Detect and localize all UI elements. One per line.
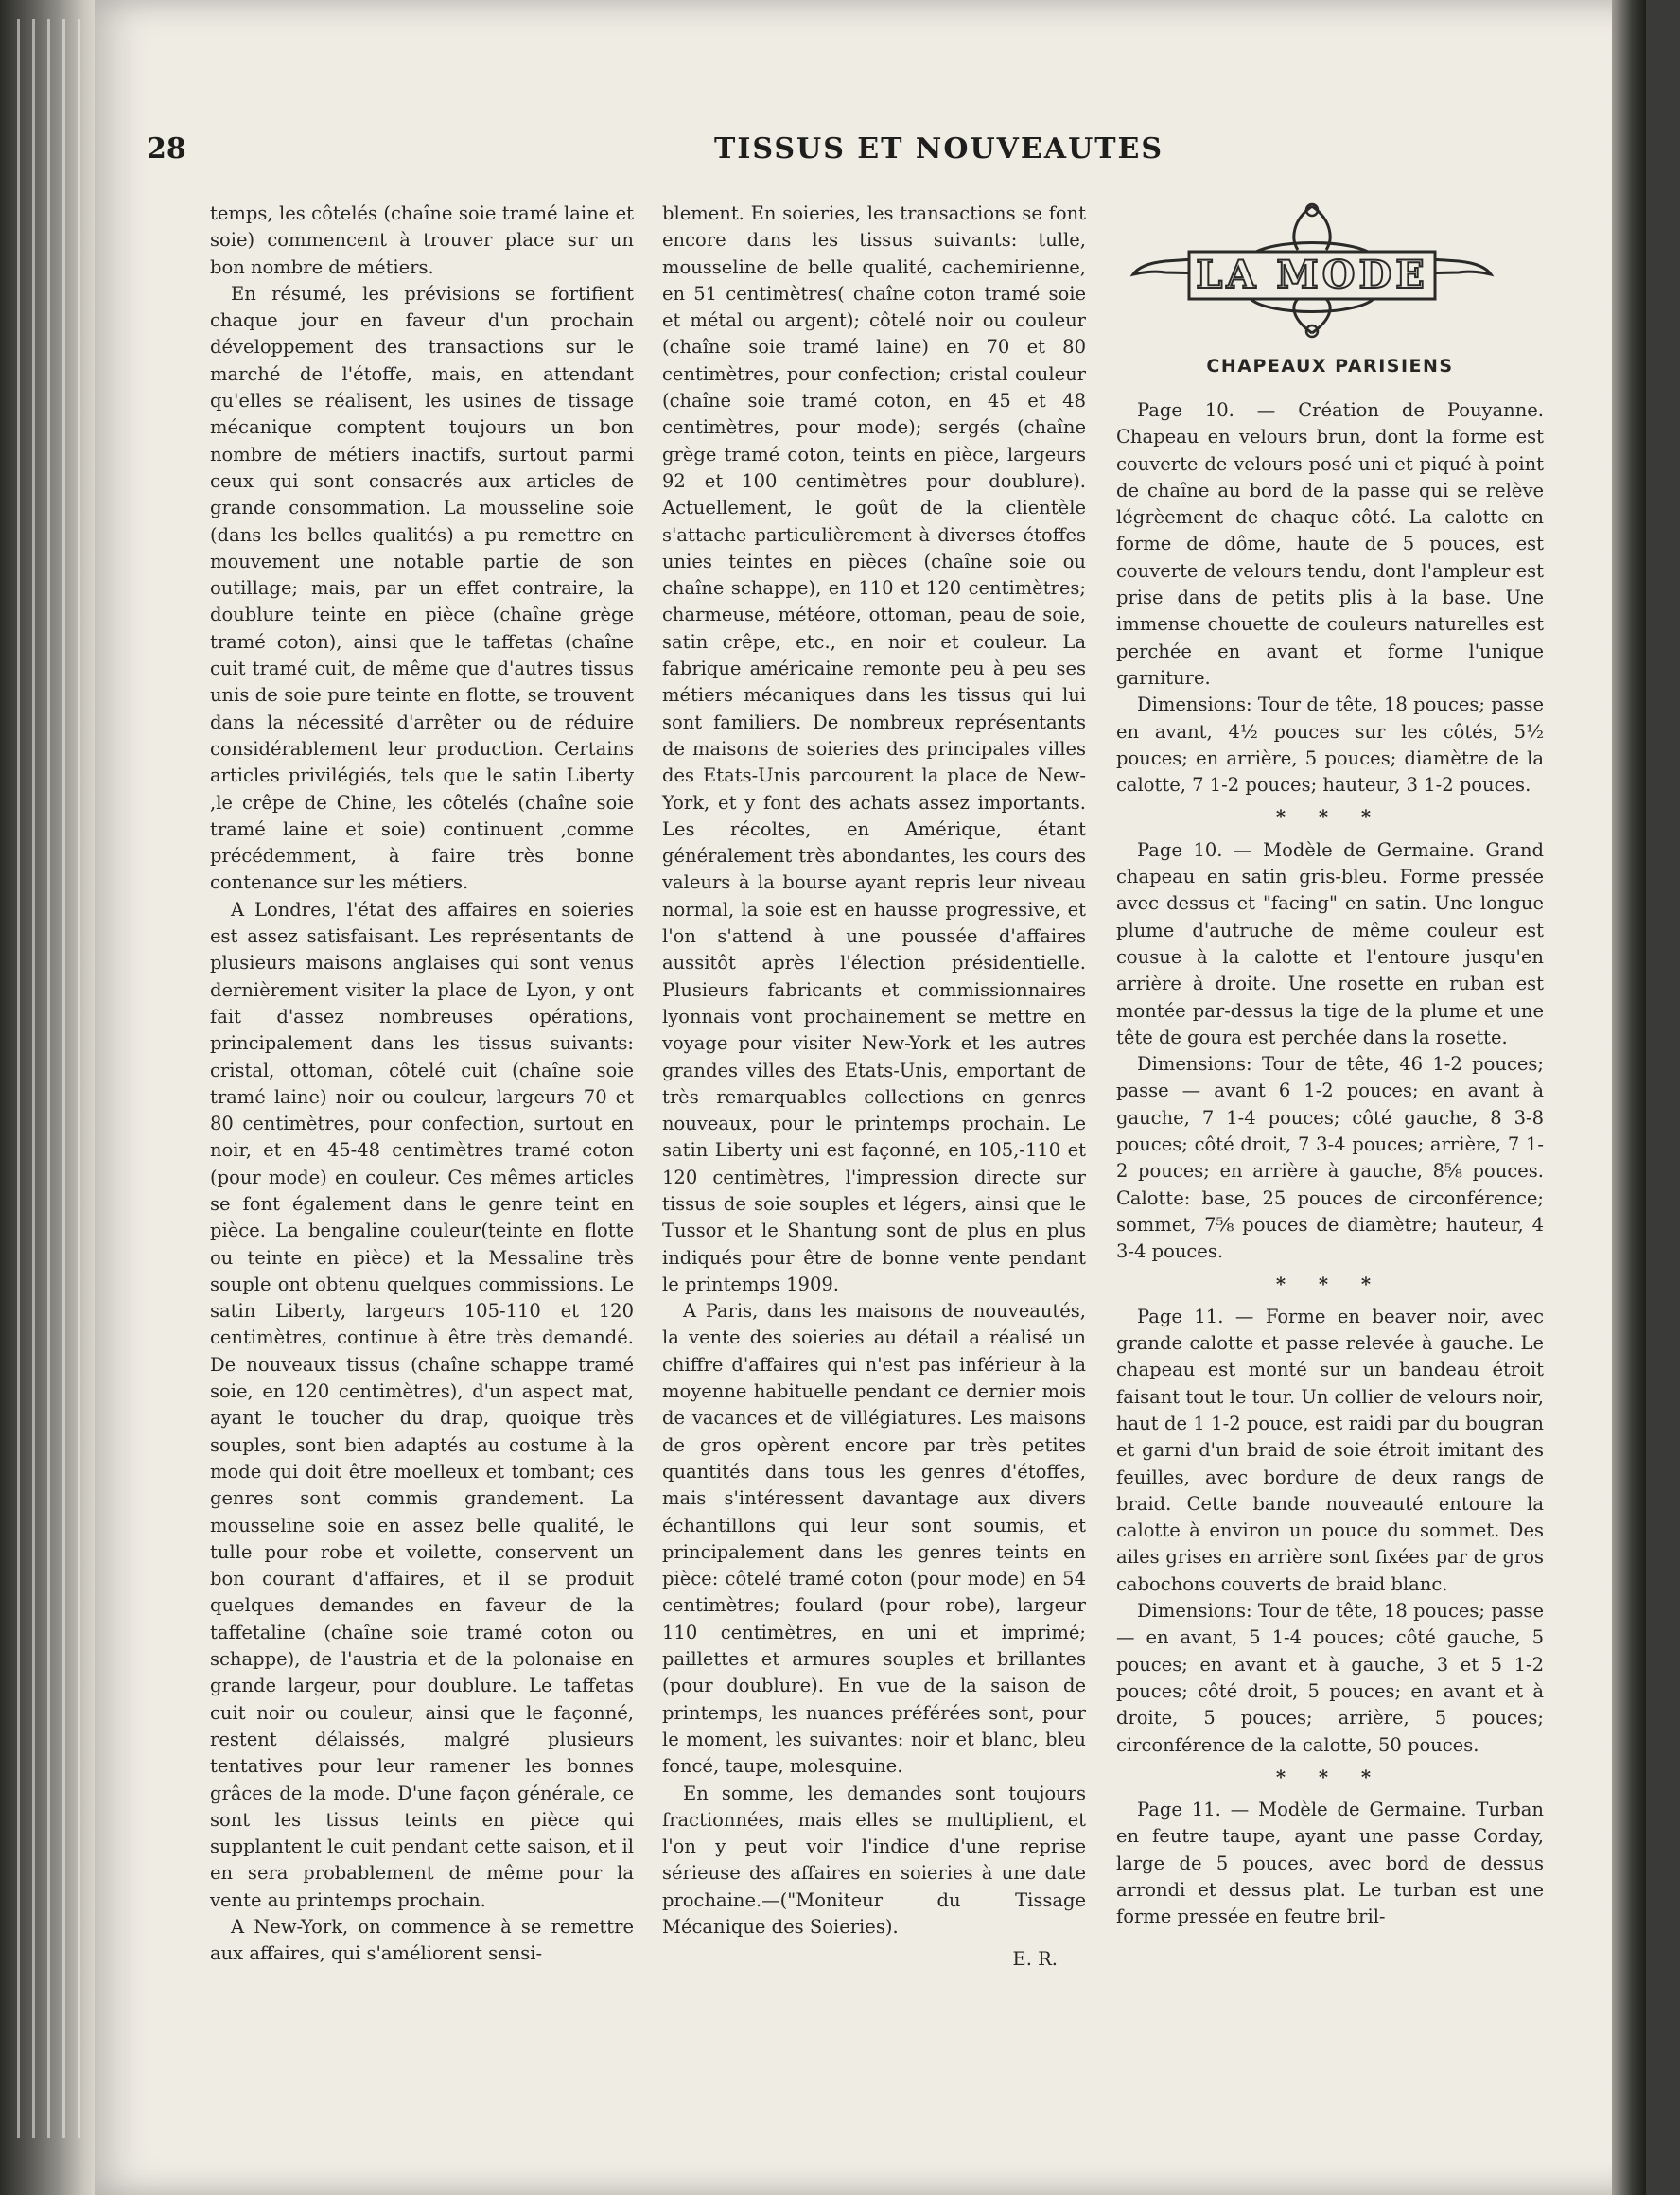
book-binding: [0, 0, 104, 2195]
paragraph: Page 10. — Création de Pouyanne. Chapeau en velours brun, dont la forme est couverte de velours posé uni et piqué à point de chaîne au bord de la passe qui se relève légrèement de chaque côté. La calotte en forme de dôme, haute de 5 pouces, est couverte de velours tendu, dont l'ampleur est prise dans de petits plis à la base. Une immense chouette de couleurs naturelles est perchée en avant et forme l'unique garniture.: [1116, 399, 1544, 689]
page-header: [147, 132, 1529, 180]
paragraph: Page 10. — Modèle de Germaine. Grand chapeau en satin gris-bleu. Forme pressée avec dessus et "facing" en satin. Une longue plume d'autruche de même couleur est cousue à la calotte et l'entoure jusqu'en arrière à droite. Une rosette en ruban est montée par-dessus la tige de la plume et une tête de goura est perchée dans la rosette.: [1116, 838, 1544, 1048]
column-2: [662, 201, 1086, 1974]
logo-text: LA MODE: [1196, 253, 1428, 297]
paragraph: Dimensions: Tour de tête, 46 1-2 pouces; passe — avant 6 1-2 pouces; en avant à gauche, 7 1-4 pouces; côté gauche, 8 3-8 pouces; côté droit, 7 3-4 pouces; arrière, 7 1-2 pouces; en arrière à gauche, 8⅝ pouces. Calotte: base, 25 pouces de circonférence; sommet, 7⅝ pouces de diamètre; hauteur, 4 3-4 pouces.: [1116, 1053, 1544, 1263]
signature: E. R.: [1012, 1948, 1058, 1971]
paragraph: A Paris, dans les maisons de nouveautés, la vente des soieries au détail a réalisé un chiffre d'affaires qui n'est pas inférieur à la moyenne habituelle pendant ce dernier mois de vacances et de villégiatures. Les maisons de gros opèrent encore par très petites quantités dans tous les genres d'étoffes, mais s'intéressent davantage aux divers échantillons qui leur sont soumis, et principalement dans les genres teints en pièce: côtelé tramé coton (pour mode) en 54 centimètres; foulard (pour robe), largeur 110 centimètres, en uni et imprimé; paillettes et armures souples et brillantes (pour doublure). En vue de la saison de printemps, les nuances préférées sont, pour le moment, les suivantes: noir et blanc, bleu foncé, taupe, molesquine.: [662, 1300, 1086, 1778]
paragraph: Dimensions: Tour de tête, 18 pouces; passe — en avant, 5 1-4 pouces; côté gauche, 5 pouces; en avant et à gauche, 3 et 5 1-2 pouces; côté droit, 5 pouces; en avant et à droite, 5 pouces; arrière, 5 pouces; circonférence de la calotte, 50 pouces.: [1116, 1600, 1544, 1756]
paragraph: Page 11. — Modèle de Germaine. Turban en feutre taupe, ayant une passe Corday, large de 5 pouces, avec bord de dessus arrondi et dessus plat. Le turban est une forme pressée en feutre bril-: [1116, 1799, 1544, 1928]
paragraph: En résumé, les prévisions se fortifient chaque jour en faveur d'un prochain développement des transactions sur le marché de l'étoffe, mais, en attendant qu'elles se réalisent, les usines de tissage mécanique comptent toujours un bon nombre de métiers inactifs, surtout parmi ceux qui sont consacrés aux articles de grande consommation. La mousseline soie (dans les belles qualités) a pu remettre en mouvement une notable partie de son outillage; mais, par un effet contraire, la doublure teinte en pièce (chaîne grège tramé coton), ainsi que le taffetas (chaîne cuit tramé cuit, de même que d'autres tissus unis de soie pure teinte en flotte, se trouvent dans la nécessité d'arrêter ou de réduire considérablement leur production. Certains articles privilégiés, tels que le satin Liberty ,le crêpe de Chine, les côtelés (chaîne soie tramé laine et soie) continuent ,comme précédemment, à faire très bonne contenance sur les métiers.: [210, 282, 634, 894]
page-number: 28: [147, 132, 186, 166]
page-edge-line: [47, 19, 50, 2138]
page-edge-line: [17, 19, 20, 2138]
section-title: CHAPEAUX PARISIENS: [1206, 356, 1454, 377]
la-mode-logo-graphic: [1128, 201, 1496, 342]
paragraph: Dimensions: Tour de tête, 18 pouces; passe en avant, 4½ pouces sur les côtés, 5½ pouces; en arrière, 5 pouces; diamètre de la calotte, 7 1-2 pouces; hauteur, 3 1-2 pouces.: [1116, 694, 1544, 797]
paragraph: temps, les côtelés (chaîne soie tramé laine et soie) commencent à trouver place sur un bon nombre de métiers.: [210, 202, 634, 278]
page-edge-line: [62, 19, 65, 2138]
separator-stars: * * *: [1275, 1273, 1385, 1295]
la-mode-logo: [1128, 201, 1496, 342]
page-shadow-edge: [1612, 0, 1646, 2195]
paragraph: A New-York, on commence à se remettre aux affaires, qui s'améliorent sensi-: [210, 1916, 634, 1965]
paragraph: En somme, les demandes sont toujours fractionnées, mais elles se multiplient, et l'on y peut voir l'indice d'une reprise sérieuse des affaires en soieries à une date prochaine.—("Moniteur du Tissage Mécanique des Soieries).: [662, 1782, 1086, 1938]
paragraph: A Londres, l'état des affaires en soieries est assez satisfaisant. Les représentants de plusieurs maisons anglaises qui sont venus dernièrement visiter la place de Lyon, y ont fait d'assez nombreuses opérations, principalement dans les tissus suivants: cristal, ottoman, côtelé cuit (chaîne soie tramé laine) noir ou couleur, largeurs 70 et 80 centimètres, pour confection, surtout en noir, et en 45-48 centimètres tramé coton (pour mode) en couleur. Ces mêmes articles se font également dans le genre teint en pièce. La bengaline couleur(teinte en flotte ou teinte en pièce) et la Messaline très souple ont obtenu quelques commissions. Le satin Liberty, largeurs 105-110 et 120 centimètres, continue à être très demandé. De nouveaux tissus (chaîne schappe tramé soie, en 120 centimètres), d'un aspect mat, ayant le toucher du drap, quoique très souples, sont bien adaptés au costume à la mode qui doit être moelleux et tombant; ces genres sont commis grandement. La mousseline soie en assez belle qualité, le tulle pour robe et voilette, conservent un bon courant d'affaires, et il se produit quelques demandes en faveur de la taffetaline (chaîne soie tramé coton ou schappe), de l'austria et de la polonaise en grande largeur, pour doublure. Le taffetas cuit noir ou couleur, ainsi que le façonné, restent délaissés, malgré plusieurs tentatives pour leur ramener les bonnes grâces de la mode. D'une façon générale, ce sont les tissus teints en pièce qui supplantent le cuit pendant cette saison, et il en sera probablement de même pour la vente au printemps prochain.: [210, 898, 634, 1911]
paragraph: blement. En soieries, les transactions se font encore dans les tissus suivants: tulle, mousseline de belle qualité, cachemirienne, en 51 centimètres( chaîne coton tramé soie et métal ou argent); côtelé noir ou couleur (chaîne soie tramé laine) en 70 et 80 centimètres, pour confection; cristal couleur (chaîne soie tramé coton, en 45 et 48 centimètres, pour mode); sergés (chaîne grège tramé coton, teints en pièce, largeurs 92 et 100 centimètres pour doublure). Actuellement, le goût de la clientèle s'attache particulièrement à diverses étoffes unies teintes en pièces (chaîne soie ou chaîne schappe), en 110 et 120 centimètres; charmeuse, météore, ottoman, peau de soie, satin crêpe, etc., en noir et couleur. La fabrique américaine remonte peu à peu ses métiers mécaniques dans les tissus qui lui sont familiers. De nombreux représentants de maisons de soieries des principales villes des Etats-Unis parcourent la place de New-York, et y font des achats assez importants. Les récoltes, en Amérique, étant généralement très abondantes, les cours des valeurs à la bourse ayant repris leur niveau normal, la soie est en hausse progressive, et l'on s'attend à une poussée d'affaires aussitôt après l'élection présidentielle. Plusieurs fabricants et commissionnaires lyonnais vont prochainement se mettre en voyage pour visiter New-York et les autres grandes villes des Etats-Unis, emportant de très remarquables collections en genres nouveaux, pour le printemps prochain. Le satin Liberty uni est façonné, en 105,-110 et 120 centimètres, l'impression directe sur tissus de soie souples et légers, ainsi que le Tussor et le Shantung sont de plus en plus indiqués pour être de bonne vente pendant le printemps 1909.: [662, 202, 1086, 1295]
page-edge-line: [32, 19, 35, 2138]
separator-stars: * * *: [1275, 1765, 1385, 1788]
paragraph: Page 11. — Forme en beaver noir, avec grande calotte et passe relevée à gauche. Le chapeau est monté sur un bandeau étroit faisant tout le tour. Un collier de velours noir, haut de 1 1-2 pouce, est raidi par du bougran et garni d'un braid de soie étroit imitant des feuilles, avec bordure de deux rangs de braid. Cette bande nouveauté entoure la calotte à environ un pouce du sommet. Des ailes grises en arrière sont fixées par de gros cabochons couverts de braid blanc.: [1116, 1305, 1544, 1595]
separator-stars: * * *: [1275, 806, 1385, 829]
column-1: [210, 201, 634, 1968]
column-3: [1116, 397, 1544, 1931]
journal-title: TISSUS ET NOUVEAUTES: [714, 132, 1164, 166]
page-edge-line: [78, 19, 80, 2138]
